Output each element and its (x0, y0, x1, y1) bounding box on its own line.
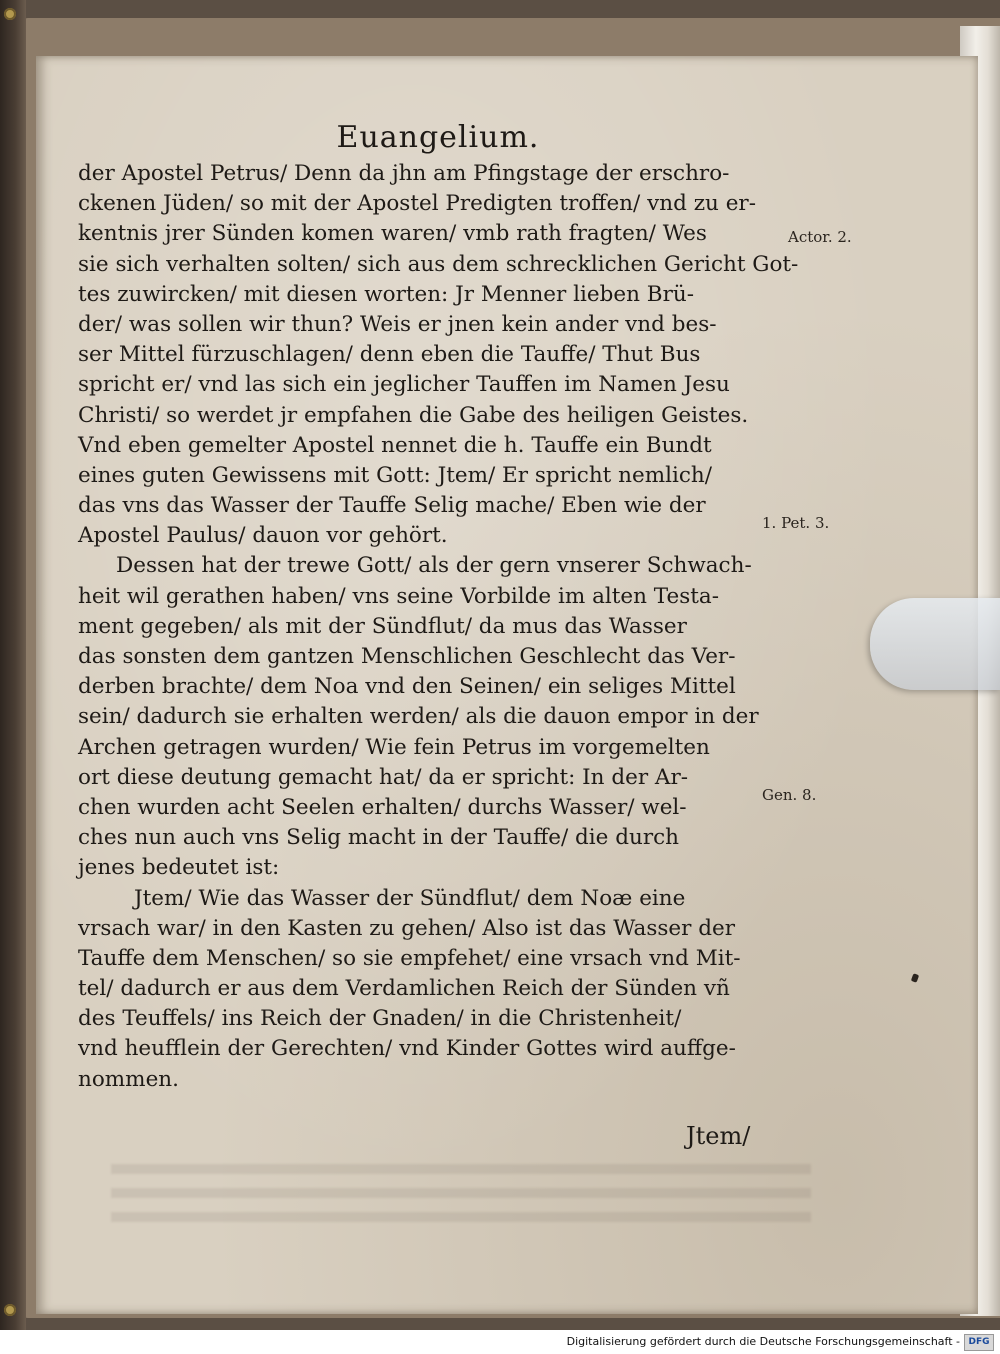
text-line: derben brachte/ dem Noa vnd den Seinen/ ein seliges Mittel (78, 674, 736, 700)
text-line: sein/ dadurch sie erhalten werden/ als die dauon empor in der (78, 704, 759, 730)
text-line: Apostel Paulus/ dauon vor gehört. (78, 523, 448, 549)
text-line: Christi/ so werdet jr empfahen die Gabe des heiligen Geistes. (78, 402, 749, 428)
text-line: ort diese deutung gemacht hat/ da er spricht: In der Ar- (78, 764, 688, 790)
margin-note-acts: Actor. 2. (788, 228, 852, 246)
text-line: das vns das Wasser der Tauffe Selig mache/ Eben wie der (78, 493, 706, 519)
catchword: Jtem/ (686, 1122, 751, 1150)
footer-credit: Digitalisierung gefördert durch die Deutsche Forschungsgemeinschaft - (566, 1335, 960, 1348)
text-line: der Apostel Petrus/ Denn da jhn am Pfingstage der erschro- (78, 161, 730, 186)
text-line: Tauffe dem Menschen/ so sie empfehet/ eine vrsach vnd Mit- (78, 945, 741, 971)
text-line: Jtem/ Wie das Wasser der Sündflut/ dem Noæ eine (134, 885, 686, 911)
text-line: vnd heufflein der Gerechten/ vnd Kinder Gottes wird auffge- (78, 1036, 736, 1062)
text-line: des Teuffels/ ins Reich der Gnaden/ in die Christenheit/ (78, 1006, 682, 1032)
text-line: der/ was sollen wir thun? Weis er jnen kein ander vnd bes- (78, 311, 717, 337)
text-line: Dessen hat der trewe Gott/ als der gern vnserer Schwach- (116, 553, 752, 579)
text-line: ment gegeben/ als mit der Sündflut/ da mus das Wasser (78, 613, 687, 639)
text-line: heit wil gerathen haben/ vns seine Vorbilde im alten Testa- (78, 583, 719, 609)
text-line: kentnis jrer Sünden komen waren/ vmb rath fragten/ Wes (78, 221, 707, 247)
margin-note-genesis: Gen. 8. (762, 786, 817, 804)
text-line: spricht er/ vnd las sich ein jeglicher Tauffen im Namen Jesu (78, 372, 730, 398)
text-line: tel/ dadurch er aus dem Verdamlichen Reich der Sünden vñ (78, 976, 730, 1002)
margin-note-peter: 1. Pet. 3. (762, 514, 830, 532)
text-line: jenes bedeutet ist: (78, 855, 280, 881)
bleed-through-text (111, 1164, 811, 1234)
text-line: nommen. (78, 1066, 179, 1092)
text-line: ckenen Jüden/ so mit der Apostel Predigten troffen/ vnd zu er- (78, 191, 756, 217)
text-line: ser Mittel fürzuschlagen/ denn eben die Tauffe/ Thut Bus (78, 342, 701, 368)
dfg-logo-icon: DFG (964, 1334, 994, 1351)
text-line: tes zuwircken/ mit diesen worten: Jr Menner lieben Brü- (78, 281, 694, 307)
book-spine (0, 0, 26, 1330)
page-heading: Euangelium. (336, 120, 540, 155)
text-line: sie sich verhalten solten/ sich aus dem schrecklichen Gericht Got- (78, 251, 799, 277)
text-line: chen wurden acht Seelen erhalten/ durchs Wasser/ wel- (78, 794, 687, 820)
text-line: das sonsten dem gantzen Menschlichen Geschlecht das Ver- (78, 644, 736, 669)
plastic-page-clip (870, 598, 1000, 690)
binding-thread-top (4, 8, 16, 20)
text-line: ches nun auch vns Selig macht in der Tauffe/ die durch (78, 825, 680, 851)
binding-thread-bottom (4, 1304, 16, 1316)
footer-bar (0, 1330, 1000, 1354)
text-line: Archen getragen wurden/ Wie fein Petrus im vorgemelten (78, 734, 710, 760)
text-line: eines guten Gewissens mit Gott: Jtem/ Er spricht nemlich/ (78, 462, 712, 488)
text-line: vrsach war/ in den Kasten zu gehen/ Also ist das Wasser der (78, 915, 736, 941)
text-line: Vnd eben gemelter Apostel nennet die h. Tauffe ein Bundt (78, 432, 712, 458)
